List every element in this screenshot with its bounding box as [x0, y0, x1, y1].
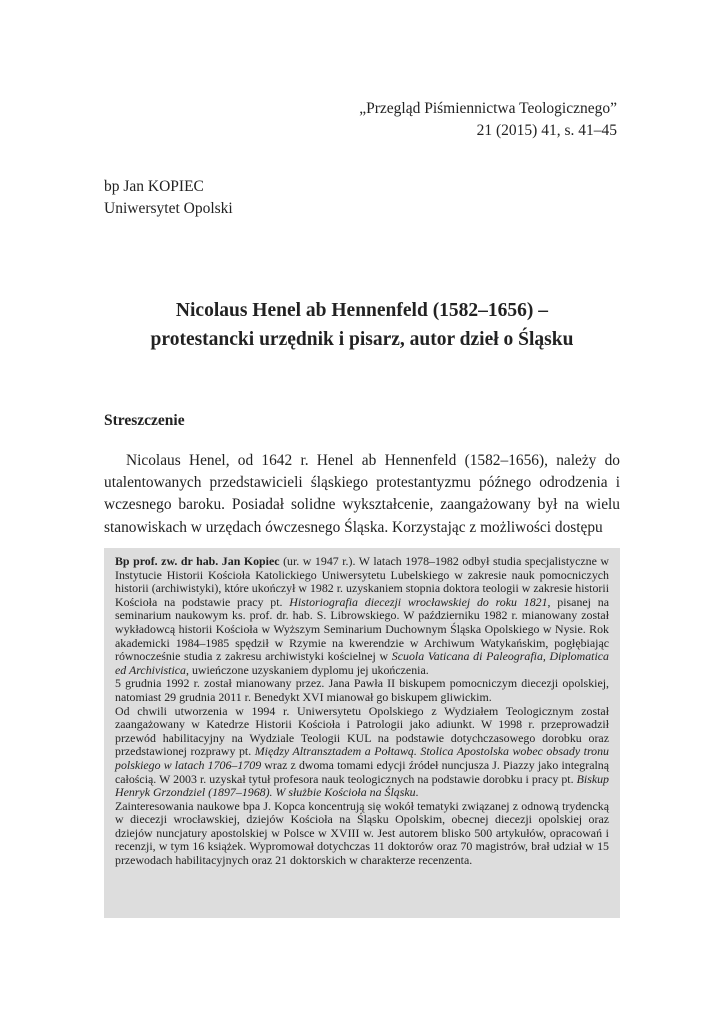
bio-paragraph-2: 5 grudnia 1992 r. został mianowany przez. Jana Pawła II biskupem pomocniczym diecezji opolskiej, natomiast 29 grudnia 2011 r. Benedykt XVI mianował go biskupem gliwickim.	[115, 676, 609, 704]
bio-work-title: Między Altransztadem a Połtawą. Stolica Apostolska wobec obsady tronu polskiego w latach 1706–1709	[115, 744, 610, 772]
bio-school-name: Scuola Vaticana di Paleografia, Diplomatica ed Archivistica	[115, 649, 609, 677]
author-block	[104, 176, 233, 220]
bio-paragraph-1	[115, 555, 609, 677]
article-title-line-2: protestancki urzędnik i pisarz, autor dzieł o Śląsku	[150, 329, 574, 350]
bio-work-title: Historiografia diecezji wrocławskiej do roku 1821	[289, 594, 548, 609]
bio-work-title: Biskup Henryk Grzondziel (1897–1968). W służbie Kościoła na Śląsku	[115, 771, 609, 800]
author-bio-box	[104, 548, 620, 918]
author-name: bp Jan KOPIEC	[104, 178, 204, 195]
journal-citation	[359, 98, 617, 142]
bio-text: .	[415, 785, 419, 800]
bio-text: , pisanej na seminarium naukowym ks. prof. dr. hab. S. Librowskiego. W październiku 1982 r. mianowany został wykładowcą historii Kościoła w Wyższym Seminarium Duchownym Śląska Opolskiego w Nysie. Rok akademicki 1984–1985 spędził w Rzymie na kwerendzie w Archiwum Watykańskim, pogłębiając równocześnie studia z zakresu archiwistyki kościelnej w	[115, 594, 609, 664]
article-title	[104, 296, 620, 354]
bio-text: (ur. w 1947 r.). W latach 1978–1982 odbył studia specjalistyczne w Instytucie Historii Kościoła Katolickiego Uniwersytetu Lubelskiego w zakresie nauk pomocniczych historii (archiwistyki), które ukończył w 1982 r. uzyskaniem stopnia doktora teologii w zakresie historii Kościoła na podstawie pracy pt.	[115, 554, 609, 609]
abstract-text: Nicolaus Henel, od 1642 r. Henel ab Hennenfeld (1582–1656), należy do utalentowanych przedstawicieli śląskiego protestantyzmu późnego odrodzenia i wczesnego baroku. Posiadał solidne wykształcenie, zaangażowany był na wielu stanowiskach w urzędach ówczesnego Śląska. Korzystając z możliwości dostępu	[104, 452, 620, 536]
bio-paragraph-4: Zainteresowania naukowe bpa J. Kopca koncentrują się wokół tematyki związanej z odnową trydencką w diecezji wrocławskiej, dziejów Kościoła na Śląsku Opolskim, obecnej diecezji opolskiej oraz dziejów nuncjatury apostolskiej w Polsce w XVIII w. Jest autorem blisko 500 artykułów, opracowań i recenzji, w tym 16 książek. Wypromował dotychczas 11 doktorów oraz 70 magistrów, brał udział w 15 przewodach habilitacyjnych oraz 21 doktorskich w charakterze recenzenta.	[115, 798, 609, 868]
bio-text: Od chwili utworzenia w 1994 r. Uniwersytetu Opolskiego z Wydziałem Teologicznym został zaangażowany w Katedrze Historii Kościoła i Patrologii jako adiunkt. W 1998 r. przeprowadził przewód habilitacyjny na Wydziale Teologii KUL na podstawie dotychczasowego dorobku oraz przedstawionej rozprawy pt.	[115, 703, 609, 759]
bio-paragraph-3	[115, 705, 609, 800]
author-affiliation: Uniwersytet Opolski	[104, 200, 233, 217]
bio-text: , uwieńczone uzyskaniem dyplomu jej ukończenia.	[186, 662, 429, 677]
journal-issue: 21 (2015) 41, s. 41–45	[476, 122, 617, 139]
bio-author-name: Bp prof. zw. dr hab. Jan Kopiec	[115, 554, 280, 568]
article-title-line-1: Nicolaus Henel ab Hennenfeld (1582–1656) –	[175, 300, 549, 321]
bio-text: wraz z dwoma tomami edycji źródeł nuncjusza J. Piazzy jako integralną całością. W 2003 r. uzyskał tytuł profesora nauk teologicznych na podstawie dorobku i pracy pt.	[115, 757, 609, 786]
abstract-heading: Streszczenie	[104, 412, 185, 429]
journal-name: „ Przegląd Piśmiennictwa Teologicznego ”	[359, 98, 617, 120]
